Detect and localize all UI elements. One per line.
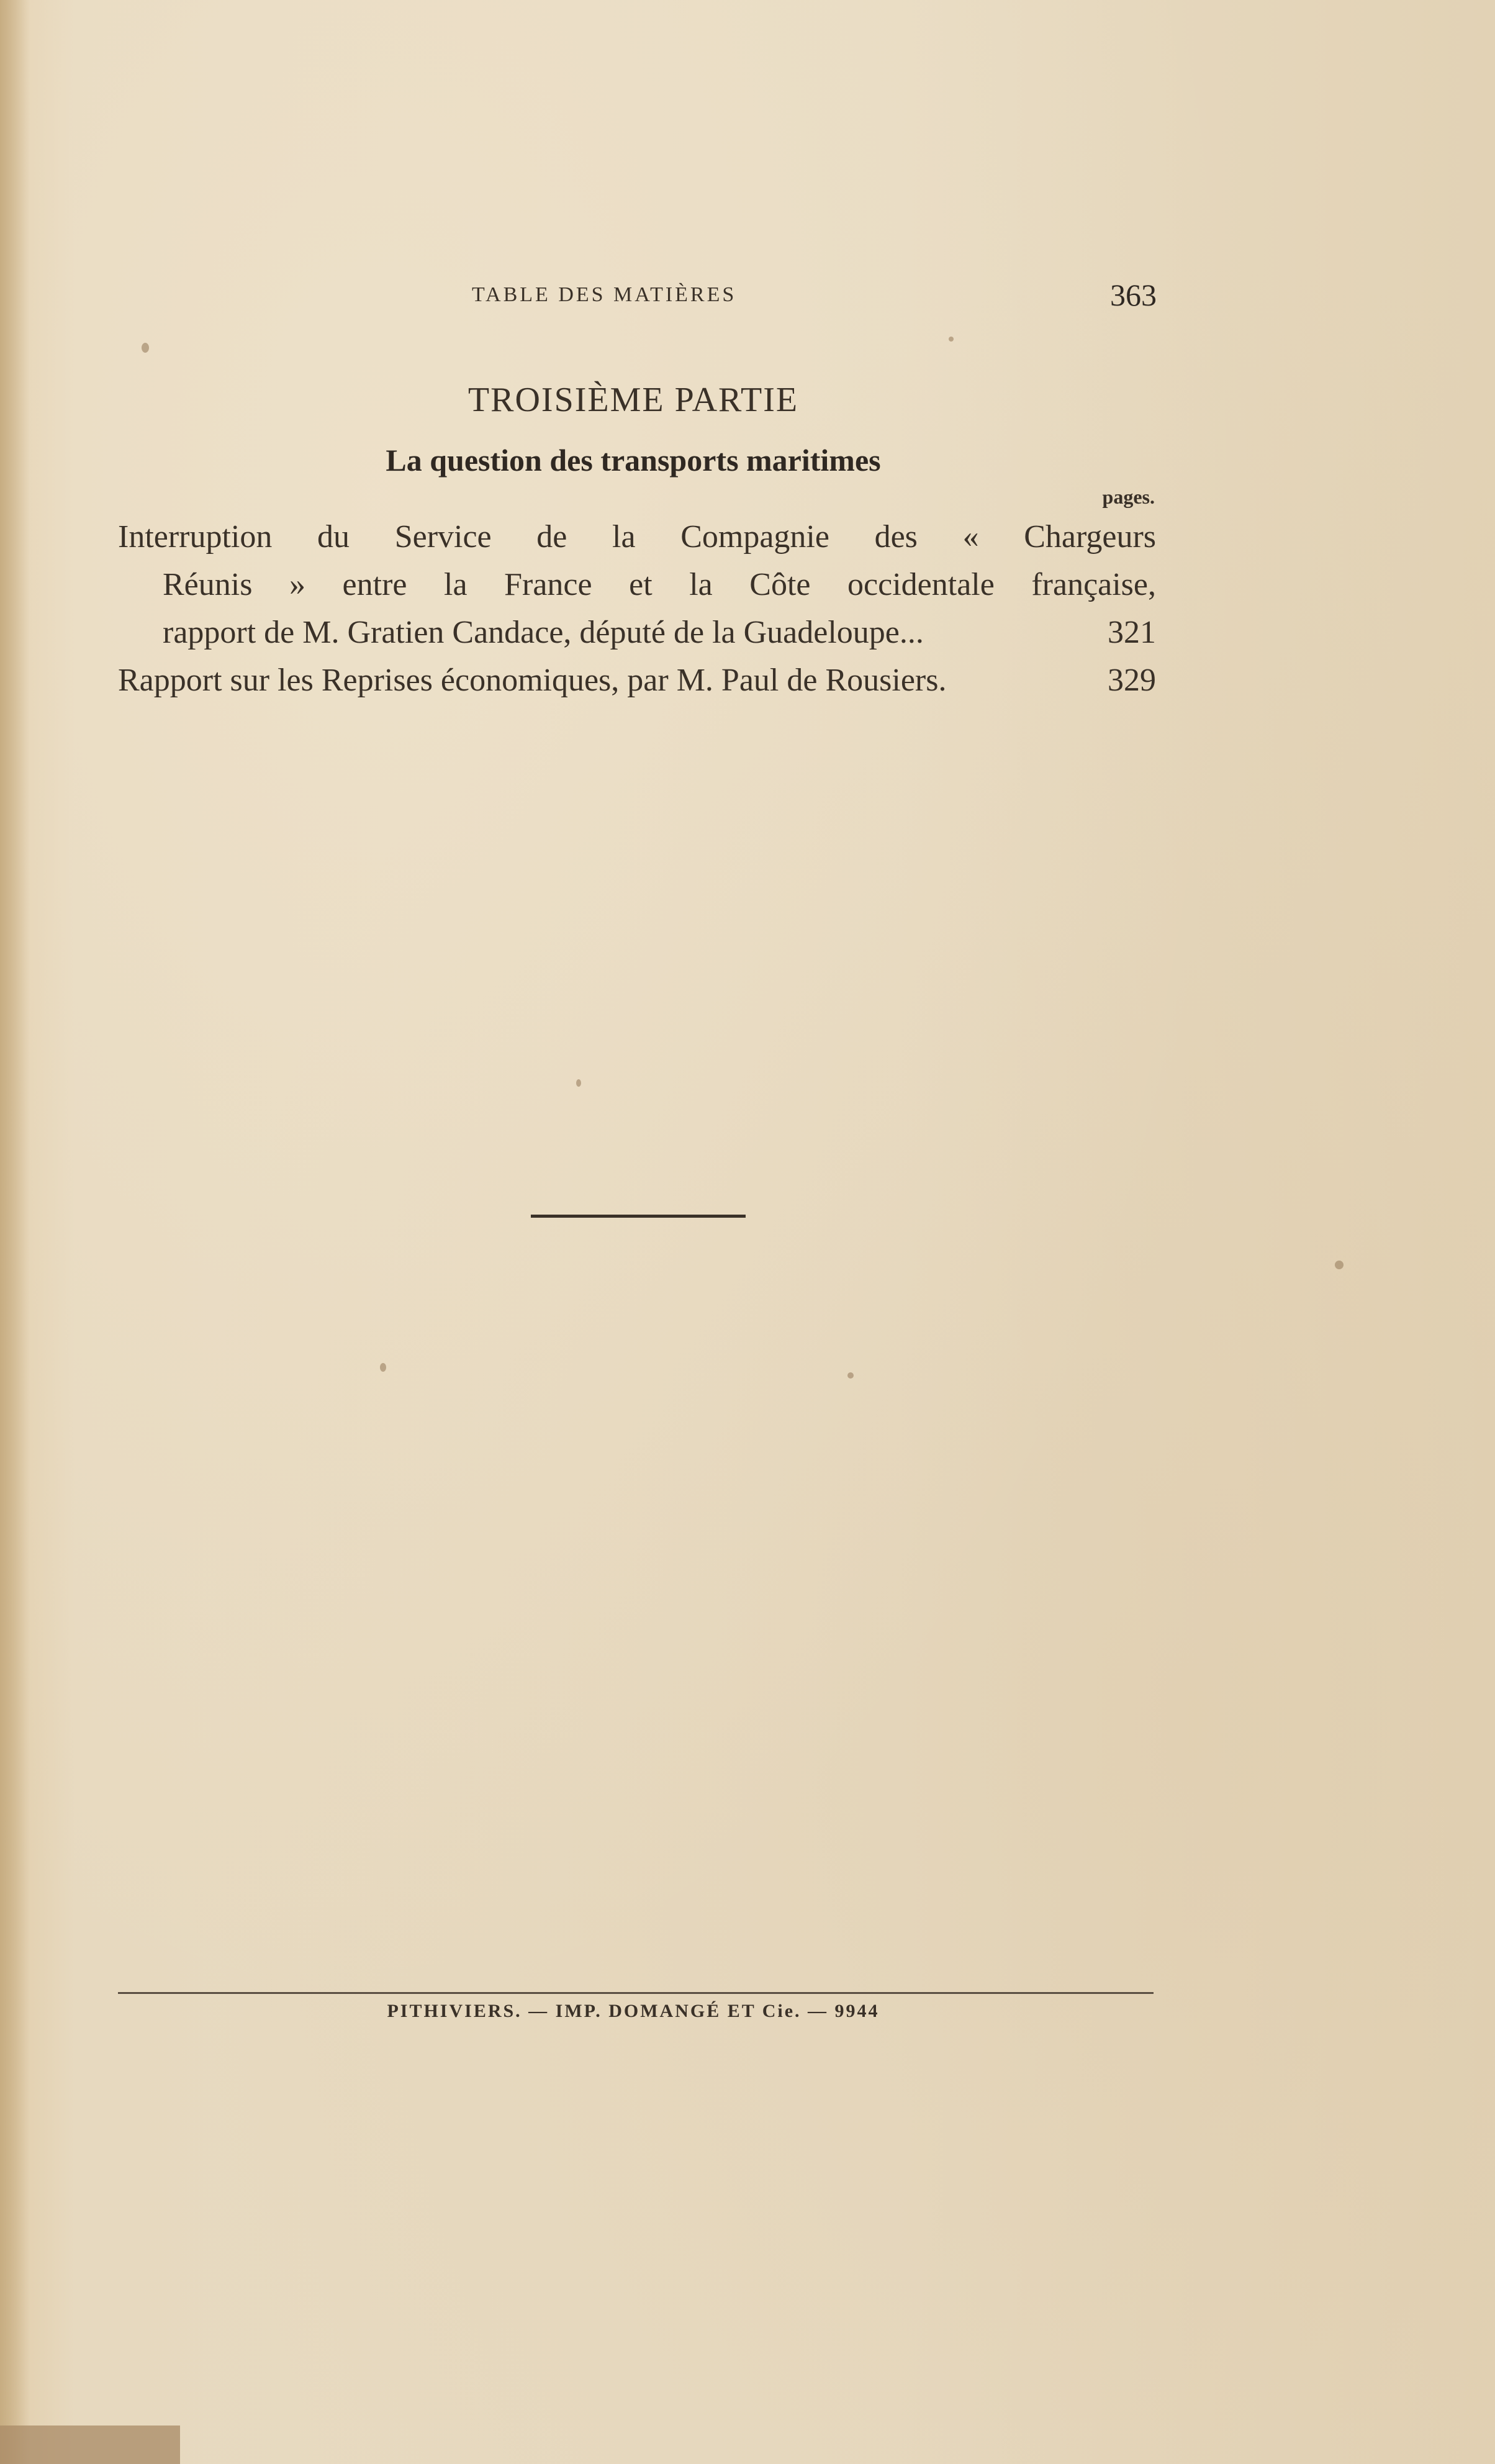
toc-entry-line: Rapport sur les Reprises économiques, par M. Paul de Rousiers. [118,663,947,698]
part-subtitle: La question des transports maritimes [386,443,881,478]
end-rule [531,1215,746,1218]
footer-rule [118,1992,1154,1994]
toc-entry-line: Réunis » entre la France et la Côte occidentale française, [163,567,1156,602]
paper-speck [847,1372,854,1379]
toc-entry-line: Interruption du Service de la Compagnie des « Chargeurs [118,519,1156,555]
paper-speck [1335,1261,1344,1269]
paper-speck [949,337,954,342]
table-of-contents [118,513,1156,704]
toc-entry-last-line [118,609,1156,656]
toc-page-number: 329 [1108,663,1156,698]
paper-speck [380,1363,386,1372]
toc-page-number: 321 [1108,615,1156,650]
paper-speck [142,343,149,353]
paper-speck [576,1079,581,1087]
toc-entry [118,656,1156,704]
running-title: TABLE DES MATIÈRES [472,283,737,306]
part-title: TROISIÈME PARTIE [467,381,799,419]
toc-entry-last-line [118,656,1156,704]
corner-stain [0,2426,180,2464]
toc-entry [118,513,1156,656]
toc-entry-line: rapport de M. Gratien Candace, député de la Guadeloupe... [163,615,924,650]
printer-imprint: PITHIVIERS. — IMP. DOMANGÉ ET Cie. — 9944 [387,2001,880,2021]
pages-column-label: pages. [1102,486,1155,508]
page-number: 363 [1110,278,1157,312]
page-edge-shadow [0,0,30,2464]
